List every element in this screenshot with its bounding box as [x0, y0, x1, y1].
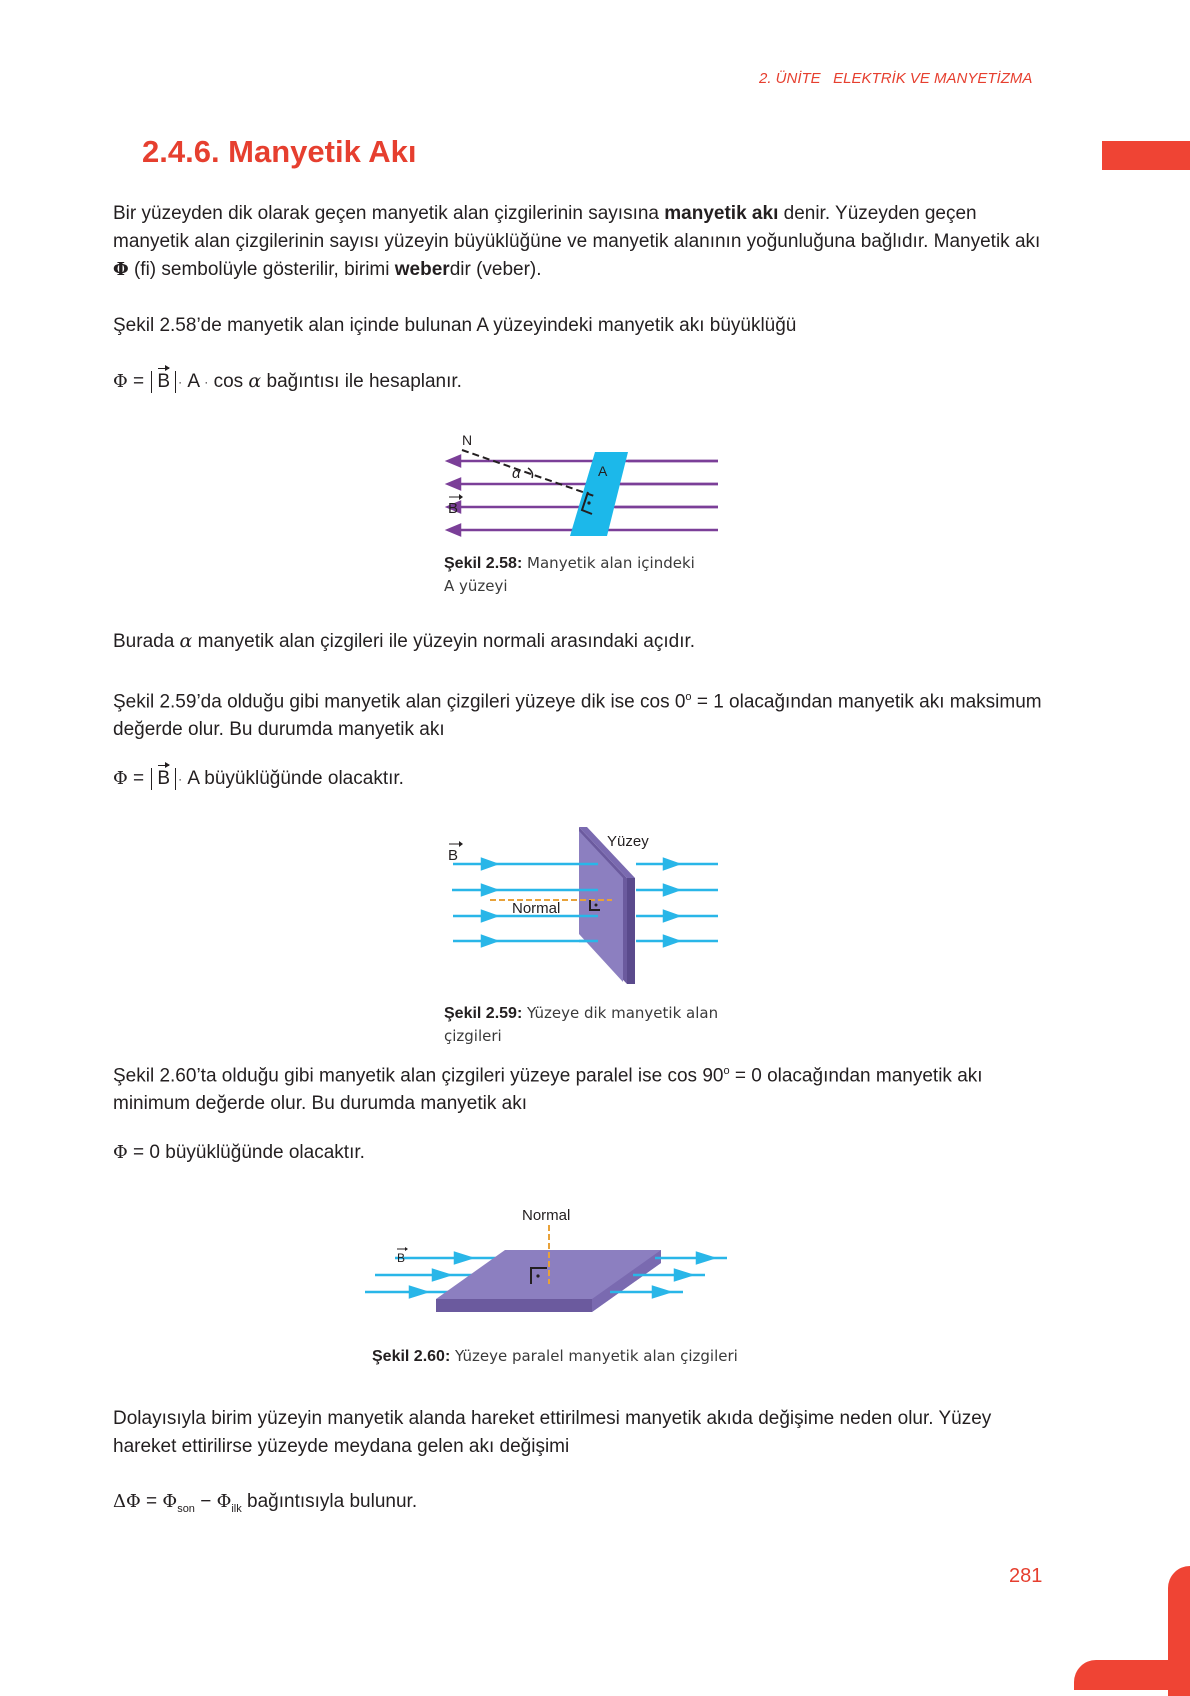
figure-2-58	[440, 428, 730, 540]
corner-decoration	[1074, 1660, 1190, 1690]
caption-number: Şekil 2.58:	[444, 555, 523, 572]
fig259-diagram	[440, 824, 730, 988]
formula-flux-change	[113, 1488, 417, 1523]
caption-text: Yüzeye paralel manyetik alan çizgileri	[450, 1347, 738, 1365]
caption-text: A yüzeyi	[444, 577, 508, 595]
area-A: A	[182, 371, 205, 392]
vector-B: B	[157, 371, 171, 392]
label-B: B	[448, 500, 459, 517]
abs-vector-B	[151, 371, 176, 393]
term-weber: weber	[394, 259, 450, 280]
label-normal: Normal	[522, 1207, 571, 1224]
caption-text: Manyetik alan içindeki	[522, 554, 695, 572]
figure-2-59	[440, 824, 730, 988]
formula-tail: = 0 büyüklüğünde olacaktır.	[127, 1142, 365, 1163]
text: manyetik alan çizgileri ile yüzeyin normali arasındaki açıdır.	[192, 631, 696, 652]
cos: cos	[208, 371, 249, 392]
text: Bir yüzeyden dik olarak geçen manyetik alan çizgilerinin sayısına	[113, 203, 665, 224]
text: Şekil 2.60’ta olduğu gibi manyetik alan çizgileri yüzeye paralel ise cos 90	[113, 1065, 724, 1087]
section-title: 2.4.6. Manyetik Akı	[142, 134, 417, 169]
alpha-symbol: α	[179, 630, 193, 652]
page-number: 281	[1009, 1565, 1043, 1587]
text: = 0 olacağından manyetik akı minimum değerde olur. Bu durumda manyetik akı	[113, 1065, 983, 1115]
vector-B: B	[157, 768, 171, 790]
term-manyetik-aki: manyetik akı	[664, 203, 779, 224]
paragraph-fig258-intro: Şekil 2.58’de manyetik alan içinde bulunan A yüzeyindeki manyetik akı büyüklüğü	[113, 315, 797, 336]
formula-flux-zero	[113, 1139, 365, 1167]
paragraph-flux-change: Dolayısıyla birim yüzeyin manyetik alanda hareket ettirilmesi manyetik akıda değişime neden olur. Yüzey hareket ettirilirse yüzeyde meydana gelen akı değişimi	[113, 1408, 992, 1457]
phi-symbol: Φ	[113, 768, 128, 790]
subscript-son: son	[177, 1502, 195, 1515]
delta-phi-symbol: ΔΦ	[113, 1491, 141, 1512]
dot-operator: ·	[178, 374, 183, 389]
phi-symbol: Φ	[113, 259, 129, 280]
text: denir. Yüzeyden geçen manyetik alan çizgilerinin sayısı yüzeyin büyüklüğüne ve manyetik alanının yoğunluğuna bağlıdır. Manyetik akı	[113, 203, 1041, 252]
phi-symbol: Φ	[162, 1491, 178, 1512]
alpha-symbol: α	[248, 370, 262, 392]
label-N: N	[462, 432, 473, 448]
phi-symbol: Φ	[113, 1142, 128, 1163]
caption-fig259	[444, 1002, 718, 1047]
text: = 1 olacağından manyetik akı maksimum değerde olur. Bu durumda manyetik akı	[113, 691, 1042, 741]
paragraph-alpha-definition	[113, 627, 1053, 656]
text: (fi) sembolüyle gösterilir, birimi	[128, 259, 395, 280]
formula-flux-max	[113, 765, 404, 793]
fig258-diagram	[440, 428, 730, 540]
formula-tail: bağıntısıyla bulunur.	[241, 1491, 418, 1512]
dot-operator: ·	[178, 772, 183, 786]
caption-number: Şekil 2.59:	[444, 1005, 523, 1022]
running-head: 2. ÜNİTE ELEKTRİK VE MANYETİZMA	[759, 70, 1033, 87]
paragraph-parallel	[113, 1057, 1053, 1118]
degree: o	[685, 691, 692, 703]
paragraph-definition	[113, 200, 1053, 284]
side-tab-decoration	[1102, 141, 1190, 170]
text: Burada	[113, 631, 180, 652]
label-A: A	[598, 463, 608, 479]
formula-flux-general	[113, 367, 462, 396]
caption-text: Yüzeye dik manyetik alan	[522, 1004, 719, 1022]
equals: =	[127, 768, 150, 790]
caption-fig258	[444, 552, 695, 597]
abs-vector-B	[151, 768, 176, 790]
fig260-diagram	[365, 1190, 735, 1320]
figure-2-60	[365, 1190, 735, 1320]
phi-symbol: Φ	[216, 1491, 232, 1512]
label-alpha: α	[512, 465, 521, 482]
degree: o	[723, 1065, 730, 1077]
equals: =	[127, 371, 150, 392]
text: Şekil 2.59’da olduğu gibi manyetik alan çizgileri yüzeye dik ise cos 0	[113, 691, 686, 713]
subscript-ilk: ilk	[231, 1502, 242, 1515]
formula-tail: bağıntısı ile hesaplanır.	[261, 371, 462, 392]
caption-text: çizgileri	[444, 1027, 502, 1045]
label-B: B	[397, 1251, 406, 1265]
equals: =	[140, 1491, 163, 1512]
caption-number: Şekil 2.60:	[372, 1348, 451, 1365]
paragraph-perpendicular	[113, 683, 1053, 744]
dot-operator: ·	[204, 374, 209, 389]
text: dir (veber).	[449, 259, 542, 280]
label-B: B	[448, 847, 459, 864]
normal-line	[462, 450, 597, 497]
caption-fig260	[372, 1345, 738, 1368]
label-normal: Normal	[512, 900, 561, 917]
formula-tail: A büyüklüğünde olacaktır.	[182, 768, 404, 790]
label-yuzey: Yüzey	[607, 833, 649, 850]
minus: −	[194, 1491, 217, 1512]
phi-symbol: Φ	[113, 371, 128, 392]
